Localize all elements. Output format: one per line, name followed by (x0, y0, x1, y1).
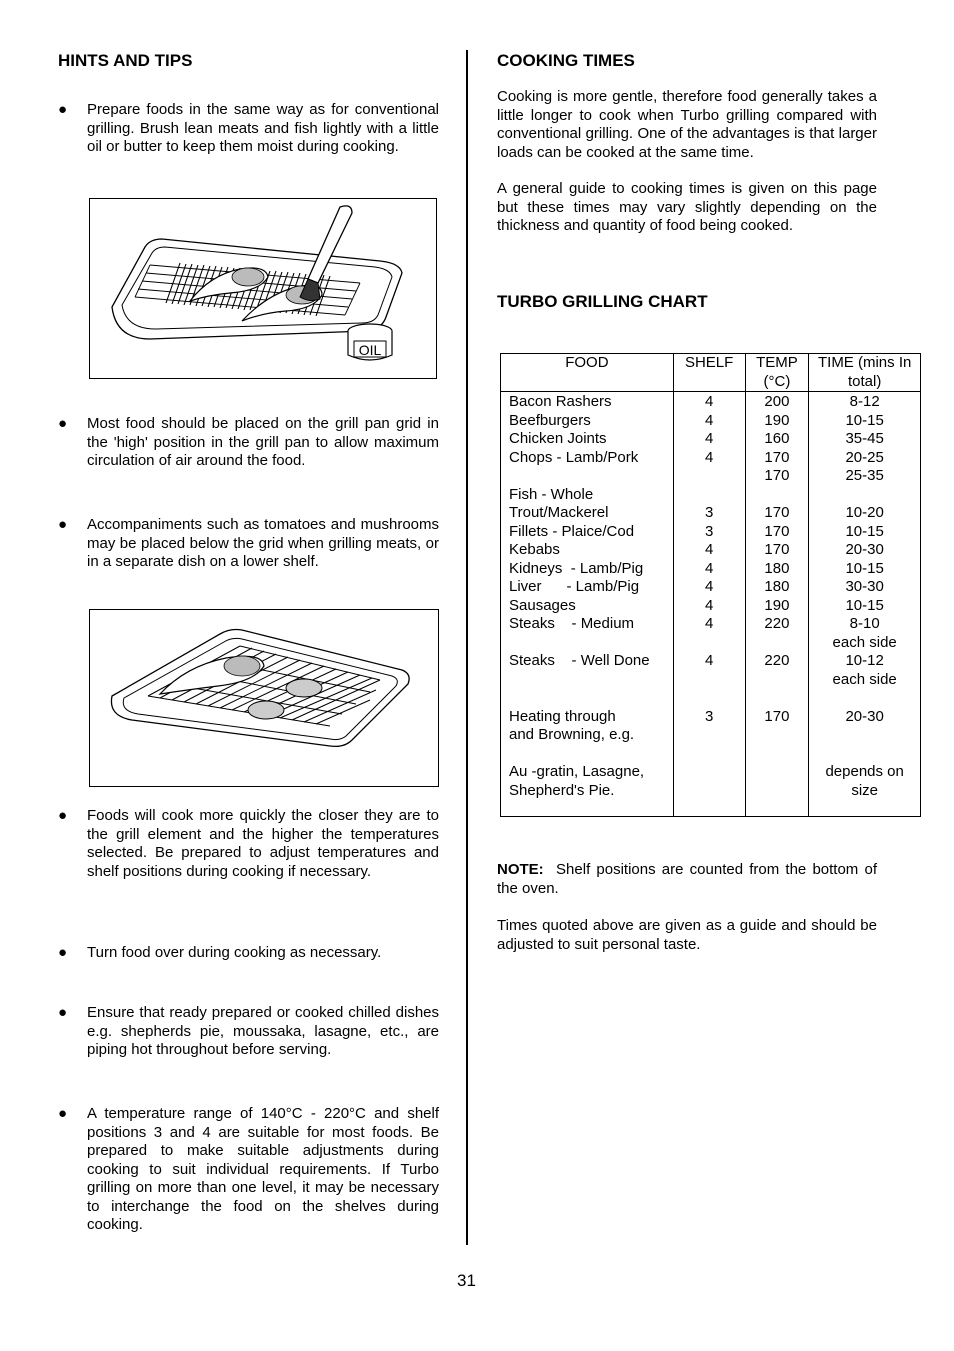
tip-7: A temperature range of 140°C - 220°C and shelf positions 3 and 4 are suitable for most foods. Be prepared to make suitable adjustments during cooking to suit individual requirements. If Turbo grilling on more than one level, it may be necessary to interchange the food on the shelves during cooking. (87, 1105, 439, 1233)
time-cell: 10-20 (845, 504, 884, 521)
bullet-icon: ● (58, 1105, 68, 1122)
shelf-cell: 4 (704, 430, 714, 447)
temp-cell: 190 (764, 596, 790, 614)
temp-cell: 220 (764, 652, 790, 669)
temp-cell (746, 486, 809, 505)
shelf-cell: 4 (704, 559, 714, 577)
page-number: 31 (457, 1271, 476, 1290)
time-cell (809, 486, 920, 505)
cooking-times-paragraph-1: Cooking is more gentle, therefore food generally takes a little longer to cook when Turbo grilling compared with conventional grilling. One of the advantages is that larger loads can be cooked at the same time. (497, 88, 877, 161)
note (497, 861, 877, 898)
temp-cell (746, 671, 809, 690)
food-cell: Fillets - Plaice/Cod (509, 522, 635, 540)
time-cell: each side (832, 633, 897, 651)
food-cell: Heating through (509, 707, 616, 725)
shelf-cell (674, 634, 745, 653)
shelf-cell: 4 (704, 393, 714, 410)
shelf-cell: 4 (704, 652, 714, 669)
hints-heading: HINTS AND TIPS (58, 51, 193, 70)
bullet-icon: ● (58, 1004, 68, 1021)
temp-cell: 180 (764, 559, 790, 577)
time-cell: 10-12 (845, 652, 884, 669)
oil-label: OIL (358, 342, 382, 358)
shelf-cell (674, 745, 745, 764)
food-cell: Fish - Whole (509, 485, 594, 503)
shelf-cell (674, 467, 745, 486)
header-time: TIME (mins In total) (809, 354, 921, 392)
food-cell: Trout/Mackerel (509, 504, 609, 521)
temp-cell (746, 763, 809, 782)
food-column (501, 392, 674, 817)
time-cell (809, 726, 920, 745)
grill-pan-illustration (89, 609, 439, 787)
shelf-cell (674, 689, 745, 708)
time-cell: 10-15 (845, 411, 884, 429)
shelf-cell: 4 (704, 615, 714, 632)
header-temp: TEMP (°C) (745, 354, 809, 392)
temp-column (745, 392, 809, 817)
time-cell: 35-45 (845, 430, 884, 447)
time-cell: 8-12 (849, 393, 880, 410)
temp-cell (746, 745, 809, 764)
tip-2: Most food should be placed on the grill pan grid in the 'high' position in the grill pan to allow maximum circulation of air around the food. (87, 415, 439, 469)
header-food: FOOD (501, 354, 674, 392)
shelf-cell: 4 (704, 541, 714, 558)
temp-cell: 220 (764, 615, 790, 632)
time-cell: 8-10 (849, 615, 880, 632)
header-shelf: SHELF (673, 354, 745, 392)
bullet-icon: ● (58, 415, 68, 432)
shelf-cell: 3 (704, 707, 714, 725)
food-cell (509, 689, 673, 708)
food-cell: Chicken Joints (509, 430, 607, 447)
column-divider (466, 50, 468, 1245)
table-header-row (501, 354, 921, 392)
temp-cell (746, 634, 809, 653)
tip-3: Accompaniments such as tomatoes and mushrooms may be placed below the grid when grilling meats, or in a separate dish on a lower shelf. (87, 516, 439, 570)
food-cell: Kebabs (509, 541, 560, 558)
food-cell: Chops - Lamb/Pork (509, 448, 639, 466)
temp-cell (746, 689, 809, 708)
turbo-grilling-table (500, 353, 921, 817)
time-cell: 30-30 (845, 578, 884, 595)
time-cell (809, 689, 920, 708)
bullet-icon: ● (58, 944, 68, 961)
shelf-cell: 4 (704, 578, 714, 595)
table-body-row (501, 392, 921, 817)
tip-1: Prepare foods in the same way as for conventional grilling. Brush lean meats and fish lightly with a little oil or butter to keep them moist during cooking. (87, 101, 439, 155)
time-cell: 10-15 (845, 559, 884, 577)
shelf-cell: 4 (704, 411, 714, 429)
grill-pan-oil-illustration (89, 198, 437, 379)
cooking-times-heading: COOKING TIMES (497, 51, 635, 70)
food-cell: Sausages (509, 596, 576, 614)
chart-heading: TURBO GRILLING CHART (497, 292, 708, 311)
food-cell (509, 634, 673, 653)
note-text: Shelf positions are counted from the bottom of the oven. (497, 861, 877, 897)
shelf-cell: 4 (704, 448, 714, 466)
tip-6: Ensure that ready prepared or cooked chilled dishes e.g. shepherds pie, moussaka, lasagne, etc., are piping hot throughout before serving. (87, 1004, 439, 1058)
temp-cell: 200 (764, 393, 790, 410)
shelf-cell (674, 671, 745, 690)
shelf-cell (674, 726, 745, 745)
time-cell: each side (832, 670, 897, 688)
time-cell: size (851, 781, 878, 799)
food-cell: Steaks - Well Done (509, 652, 650, 669)
temp-cell: 170 (764, 448, 790, 466)
time-cell: 20-30 (845, 707, 884, 725)
shelf-cell (674, 782, 745, 801)
note-label: NOTE: (497, 861, 544, 878)
shelf-cell: 3 (704, 504, 714, 521)
temp-cell: 170 (764, 707, 790, 725)
temp-cell: 160 (764, 430, 790, 447)
time-cell: 25-35 (845, 467, 884, 484)
temp-cell: 170 (764, 522, 790, 540)
shelf-column (673, 392, 745, 817)
food-cell: and Browning, e.g. (509, 726, 635, 743)
food-cell: Kidneys - Lamb/Pig (509, 559, 644, 577)
food-cell: Bacon Rashers (509, 393, 612, 410)
food-cell: Beefburgers (509, 411, 591, 429)
bullet-icon: ● (58, 101, 68, 118)
shelf-cell: 3 (704, 522, 714, 540)
bullet-icon: ● (58, 516, 68, 533)
time-cell: 10-15 (845, 596, 884, 614)
time-cell: 20-25 (845, 448, 884, 466)
tip-4: Foods will cook more quickly the closer they are to the grill element and the higher the temperatures selected. Be prepared to adjust temperatures and shelf positions during cooking if necessary. (87, 807, 439, 880)
food-cell (509, 745, 673, 764)
temp-cell: 170 (764, 504, 790, 521)
bullet-icon: ● (58, 807, 68, 824)
time-cell: 10-15 (845, 522, 884, 540)
food-cell: Steaks - Medium (509, 615, 635, 632)
times-note: Times quoted above are given as a guide and should be adjusted to suit personal taste. (497, 917, 877, 953)
temp-cell: 170 (764, 467, 790, 484)
shelf-cell: 4 (704, 596, 714, 614)
shelf-cell (674, 763, 745, 782)
shelf-cell (674, 486, 745, 505)
temp-cell: 170 (764, 541, 790, 558)
tip-5: Turn food over during cooking as necessary. (87, 944, 382, 961)
food-cell: Shepherd's Pie. (509, 781, 615, 799)
temp-cell: 180 (764, 578, 790, 595)
food-cell: Liver - Lamb/Pig (509, 578, 640, 595)
time-column (809, 392, 921, 817)
time-cell: depends on (825, 763, 904, 780)
food-cell: Au -gratin, Lasagne, (509, 763, 645, 780)
grill-pan-grid-image (90, 610, 438, 786)
food-cell (509, 467, 673, 486)
food-cell (509, 671, 673, 690)
temp-cell (746, 782, 809, 801)
temp-cell: 190 (764, 411, 790, 429)
temp-cell (746, 726, 809, 745)
cooking-times-paragraph-2: A general guide to cooking times is given on this page but these times may vary slightly depending on the thickness and quantity of food being cooked. (497, 180, 877, 234)
time-cell: 20-30 (845, 541, 884, 558)
time-cell (809, 745, 920, 764)
grill-pan-brush-image (90, 199, 436, 378)
